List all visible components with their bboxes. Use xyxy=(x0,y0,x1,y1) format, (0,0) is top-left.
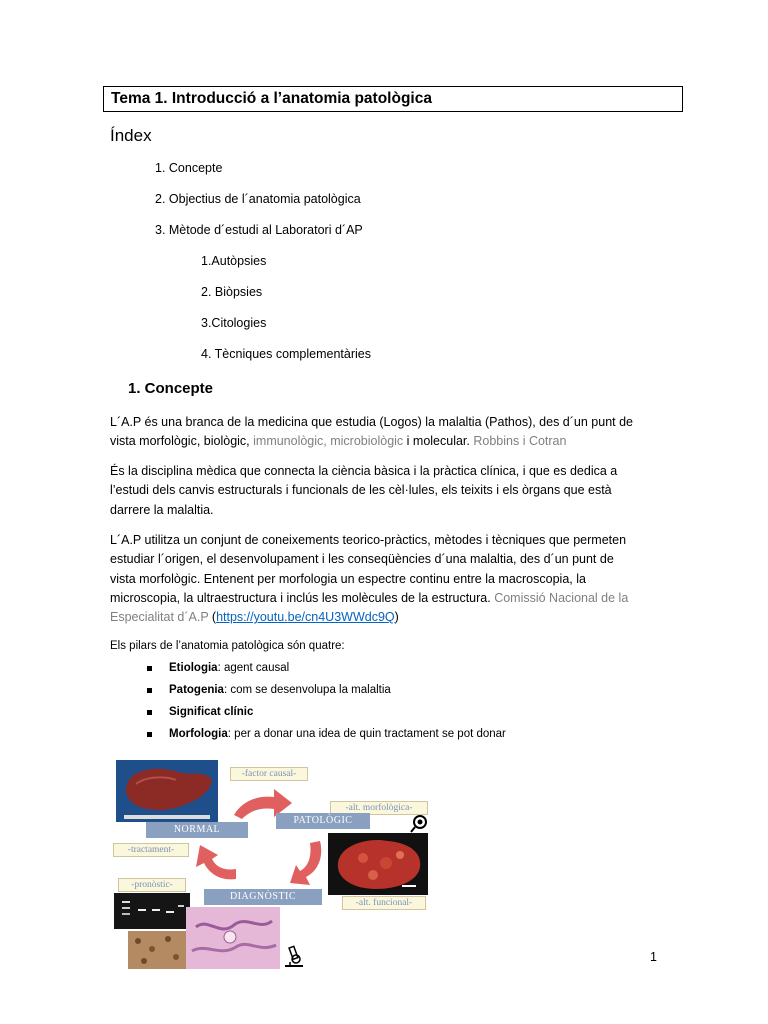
state-patologic-box: PATOLÒGIC xyxy=(276,813,370,829)
pillars-intro: Els pilars de l’anatomia patològica són quatre: xyxy=(110,640,345,652)
microscope-icon xyxy=(282,945,306,969)
pathology-cycle-diagram xyxy=(110,755,440,970)
toc-item: 1. Concepte xyxy=(155,161,223,175)
page-number: 1 xyxy=(650,950,657,964)
toc-subitem: 4. Tècniques complementàries xyxy=(201,347,371,361)
text-line: L´A.P és una branca de la medicina que estudia (Logos) la malaltia (Pathos), des d´un punt de xyxy=(110,415,634,429)
label-alt-morfologica: -alt. morfològica- xyxy=(330,801,428,815)
toc-subitem: 2. Biòpsies xyxy=(201,285,263,299)
toc-item: 2. Objectius de l´anatomia patològica xyxy=(155,192,361,206)
text-line: L´A.P utilitza un conjunt de coneixements teorico-pràctics, mètodes i tècniques que permeten xyxy=(110,533,627,547)
gel-electrophoresis-image xyxy=(114,893,190,929)
toc-item: 3. Mètode d´estudi al Laboratori d´AP xyxy=(155,223,363,237)
text-line: Especialitat d´A.P (https://youtu.be/cn4U3WWdc9Q) xyxy=(110,610,399,625)
paragraph-definition xyxy=(110,413,650,452)
text-line: darrere la malaltia. xyxy=(110,502,214,517)
video-link[interactable]: https://youtu.be/cn4U3WWdc9Q xyxy=(216,610,395,625)
text-line: l’estudi dels canvis estructurals i funcionals de les cèl·lules, els teixits i els òrgans que està xyxy=(110,483,612,498)
arrow-icon xyxy=(280,837,330,889)
arrow-icon xyxy=(192,837,242,885)
paragraph-discipline xyxy=(110,462,650,520)
normal-organ-image xyxy=(116,760,218,822)
state-normal-box: NORMAL xyxy=(146,822,248,838)
histology-image xyxy=(186,907,280,969)
label-alt-funcional: -alt. funcional- xyxy=(342,896,426,910)
toc-subitem: 3.Citologies xyxy=(201,316,267,330)
text-line: vista morfològic, biològic, immunològic, microbiològic i molecular. Robbins i Cotran xyxy=(110,434,567,449)
label-tractament: -tractament- xyxy=(113,843,189,857)
toc-subitem: 1.Autòpsies xyxy=(201,254,267,268)
state-diagnostic-box: DIAGNÒSTIC xyxy=(204,889,322,905)
text-line: microscopia, la ultraestructura i inclús les molècules de la estructura. Comissió Nacional de la xyxy=(110,590,629,605)
citation: Robbins i Cotran xyxy=(473,434,567,449)
text-line: És la disciplina mèdica que connecta la ciència bàsica i la pràctica clínica, i que es dedica a xyxy=(110,464,618,478)
text-line: estudiar l´origen, el desenvolupament i les conseqüències d´una malaltia, des d´un punt de xyxy=(110,552,614,567)
index-heading: Índex xyxy=(110,126,152,145)
pathologic-organ-image xyxy=(328,833,428,895)
label-pronostic: -pronòstic- xyxy=(118,878,186,892)
immunohistochemistry-image xyxy=(128,931,186,969)
label-factor-causal: -factor causal- xyxy=(230,767,308,781)
text-line: vista morfològic. Entenent per morfologia un espectre continu entre la macroscopia, la xyxy=(110,571,586,586)
section-heading: 1. Concepte xyxy=(128,380,214,397)
paragraph-methods xyxy=(110,531,650,627)
document-title: Tema 1. Introducció a l’anatomia patològica xyxy=(111,90,432,107)
title-box xyxy=(103,86,683,112)
magnifier-icon xyxy=(410,813,430,833)
